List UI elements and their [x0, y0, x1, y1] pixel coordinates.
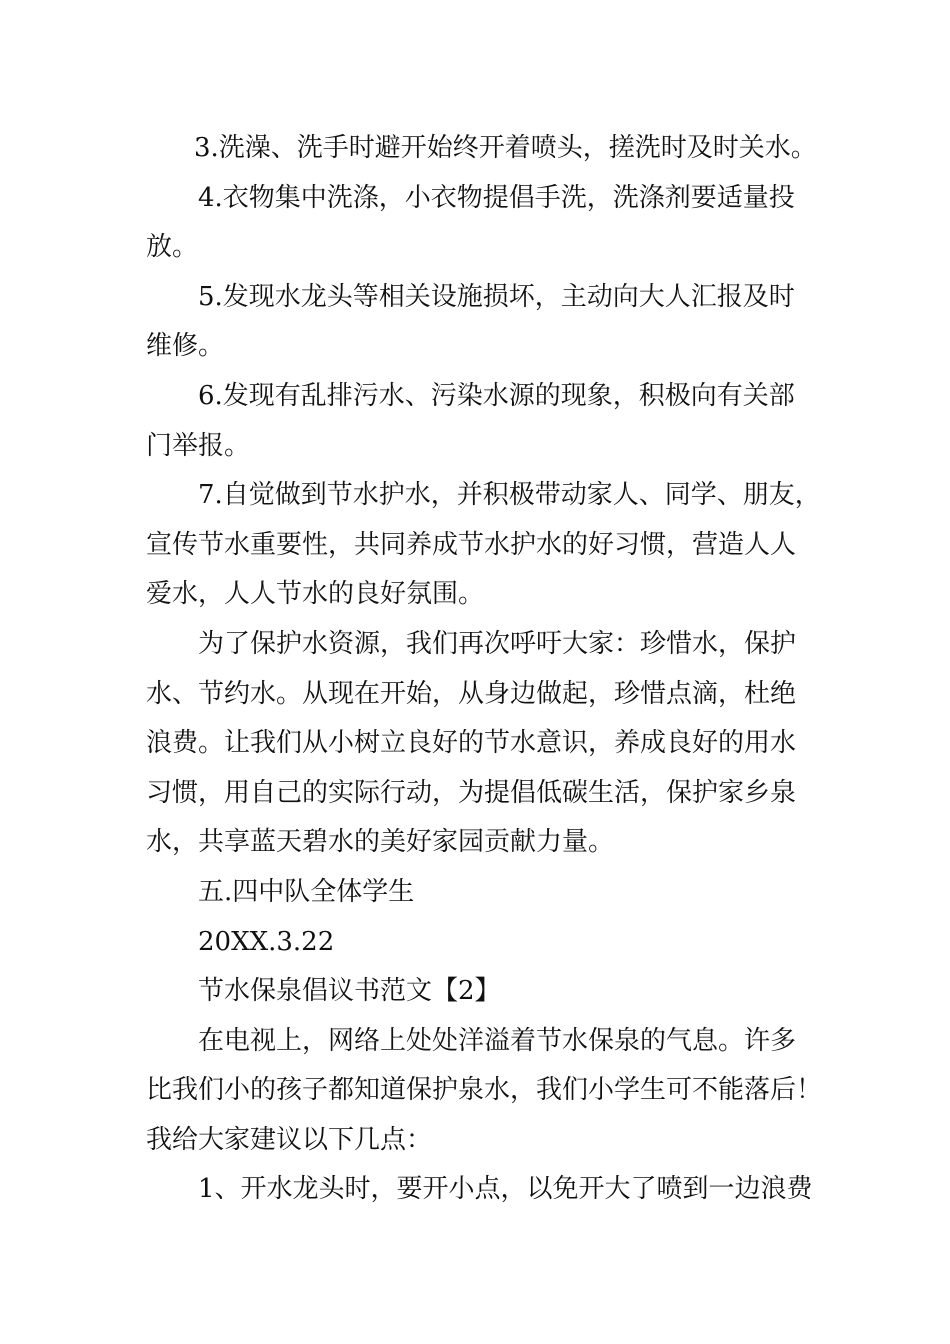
list-item-7-continued: 宣传节水重要性，共同养成节水护水的好习惯，营造人人	[146, 529, 797, 560]
closing-paragraph: 为了保护水资源，我们再次呼吁大家：珍惜水，保护	[198, 628, 797, 659]
closing-paragraph-continued: 习惯，用自己的实际行动，为提倡低碳生活，保护家乡泉	[146, 777, 797, 808]
document-body	[146, 124, 823, 1215]
list-item-5-continued: 维修。	[146, 331, 225, 362]
list-item-7-continued: 爱水，人人节水的良好氛围。	[146, 579, 485, 610]
intro-paragraph-continued: 比我们小的孩子都知道保护泉水，我们小学生可不能落后！	[146, 1075, 823, 1106]
closing-paragraph-continued: 水，共享蓝天碧水的美好家园贡献力量。	[146, 827, 615, 858]
list-item-4: 4.衣物集中洗涤，小衣物提倡手洗，洗涤剂要适量投	[198, 182, 795, 213]
list-item-7: 7.自觉做到节水护水，并积极带动家人、同学、朋友，	[198, 480, 821, 511]
signature: 五.四中队全体学生	[198, 876, 415, 907]
closing-paragraph-continued: 浪费。让我们从小树立良好的节水意识，养成良好的用水	[146, 728, 797, 759]
date: 20XX.3.22	[198, 926, 335, 957]
closing-paragraph-continued: 水、节约水。从现在开始，从身边做起，珍惜点滴，杜绝	[146, 678, 797, 709]
list-item-5: 5.发现水龙头等相关设施损坏，主动向大人汇报及时	[198, 281, 795, 312]
list-item-4-continued: 放。	[146, 232, 199, 263]
list-item-6-continued: 门举报。	[146, 430, 251, 461]
list-item-3: 3.洗澡、洗手时避开始终开着喷头，搓洗时及时关水。	[194, 133, 817, 163]
list-item-6: 6.发现有乱排污水、污染水源的现象，积极向有关部	[198, 380, 795, 411]
intro-paragraph: 在电视上，网络上处处洋溢着节水保泉的气息。许多	[198, 1025, 797, 1056]
section-heading: 节水保泉倡议书范文【2】	[198, 976, 501, 1007]
suggestion-item-1: 1、开水龙头时，要开小点，以免开大了喷到一边浪费	[198, 1174, 813, 1205]
intro-paragraph-continued: 我给大家建议以下几点：	[146, 1124, 433, 1155]
